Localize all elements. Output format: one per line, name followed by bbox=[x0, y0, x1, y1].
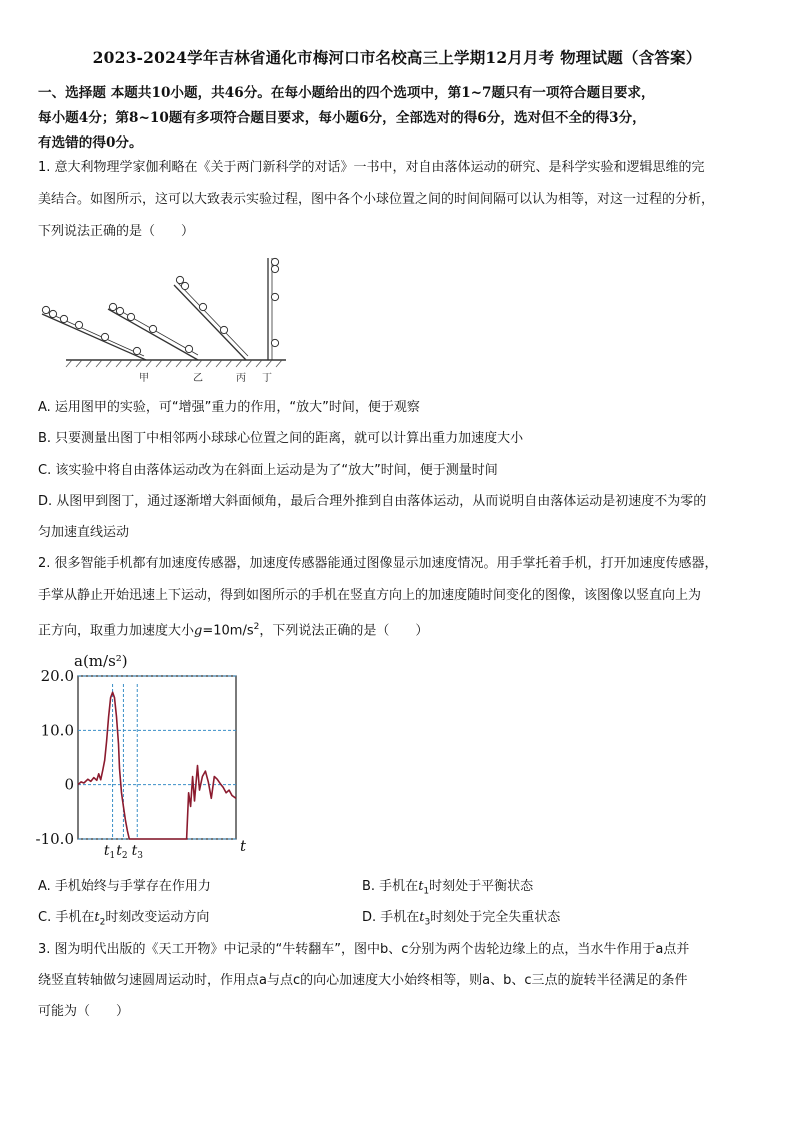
vertical-ding bbox=[268, 258, 279, 360]
y-tick-label: 0 bbox=[64, 775, 74, 794]
q1-option-a: A. 运用图甲的实验，可“增强”重力的作用，“放大”时间，便于观察 bbox=[38, 400, 420, 415]
q2-option-b: B. 手机在$t_1$时刻处于平衡状态 bbox=[362, 879, 534, 897]
page-title: 2023-2024学年吉林省通化市梅河口市名校高三上学期12月月考 物理试题（含答案） bbox=[92, 48, 702, 67]
x-axis-label: t bbox=[240, 837, 247, 855]
label-ding: 丁 bbox=[262, 373, 272, 384]
q1-option-d-line-1: D. 从图甲到图丁，通过逐渐增大斜面倾角，最后合理外推到自由落体运动，从而说明自由落体运动是初速度不为零的 bbox=[38, 494, 707, 509]
label-yi: 乙 bbox=[193, 373, 203, 384]
x-tick-label: $t_2$ bbox=[116, 843, 128, 861]
acceleration-series-line bbox=[78, 692, 236, 839]
q2-stem-line-3: 正方向，取重力加速度大小$g=10m/s^2$，下列说法正确的是（ ） bbox=[38, 622, 429, 639]
q2-option-a: A. 手机始终与手掌存在作用力 bbox=[38, 879, 211, 894]
q1-stem-line-2: 美结合。如图所示，这可以大致表示实验过程，图中各个小球位置之间的时间间隔可以认为相等，对这一过程的分析， bbox=[38, 192, 715, 207]
q1-stem-line-3: 下列说法正确的是（ ） bbox=[38, 224, 195, 239]
q2-stem-line-2: 手掌从静止开始迅速上下运动，得到如图所示的手机在竖直方向上的加速度随时间变化的图像，该图像以竖直向上为 bbox=[38, 588, 702, 603]
q1-incline-figure bbox=[36, 252, 286, 386]
section-instructions-line-1: 一、选择题 本题共10小题，共46分。在每小题给出的四个选项中，第1~7题只有一项符合题目要求， bbox=[38, 85, 655, 101]
q3-stem-line-3: 可能为（ ） bbox=[38, 1004, 130, 1019]
q3-stem-line-1: 3. 图为明代出版的《天工开物》中记录的“牛转翻车”，图中b、c分别为两个齿轮边缘上的点，当水牛作用于a点并 bbox=[38, 942, 690, 957]
y-tick-label: -10.0 bbox=[35, 830, 74, 848]
section-instructions-line-2: 每小题4分；第8~10题有多项符合题目要求，每小题6分，全部选对的得6分，选对但不全的得3分， bbox=[38, 110, 646, 126]
q1-stem-line-1: 1. 意大利物理学家伽利略在《关于两门新科学的对话》一书中，对自由落体运动的研究、是科学实验和逻辑思维的完 bbox=[38, 160, 705, 175]
q1-option-d-line-2: 匀加速直线运动 bbox=[38, 525, 130, 540]
q2-acceleration-chart bbox=[34, 646, 254, 868]
y-axis-label: a(m/s²) bbox=[74, 652, 128, 670]
label-jia: 甲 bbox=[139, 373, 149, 384]
x-tick-label: $t_3$ bbox=[131, 843, 143, 861]
section-header bbox=[38, 81, 758, 156]
q1-option-c: C. 该实验中将自由落体运动改为在斜面上运动是为了“放大”时间，便于测量时间 bbox=[38, 463, 498, 478]
y-tick-label: 20.0 bbox=[40, 667, 74, 685]
section-instructions-line-3: 有选错的得0分。 bbox=[38, 135, 143, 151]
plot-frame bbox=[78, 676, 236, 839]
q1-option-b: B. 只要测量出图丁中相邻两小球球心位置之间的距离，就可以计算出重力加速度大小 bbox=[38, 431, 524, 446]
q2-option-d: D. 手机在$t_3$时刻处于完全失重状态 bbox=[362, 910, 561, 928]
x-tick-label: $t_1$ bbox=[103, 843, 116, 861]
q2-option-c: C. 手机在$t_2$时刻改变运动方向 bbox=[38, 910, 210, 928]
label-bing: 丙 bbox=[236, 373, 246, 384]
ground-hatch bbox=[66, 360, 282, 367]
y-tick-label: 10.0 bbox=[40, 721, 74, 740]
q3-stem-line-2: 绕竖直转轴做匀速圆周运动时，作用点a与点c的向心加速度大小始终相等，则a、b、c三点的旋转半径满足的条件 bbox=[38, 973, 688, 988]
q2-stem-line-1: 2. 很多智能手机都有加速度传感器，加速度传感器能通过图像显示加速度情况。用手掌托着手机，打开加速度传感器， bbox=[38, 556, 718, 571]
incline-yi bbox=[108, 303, 198, 360]
